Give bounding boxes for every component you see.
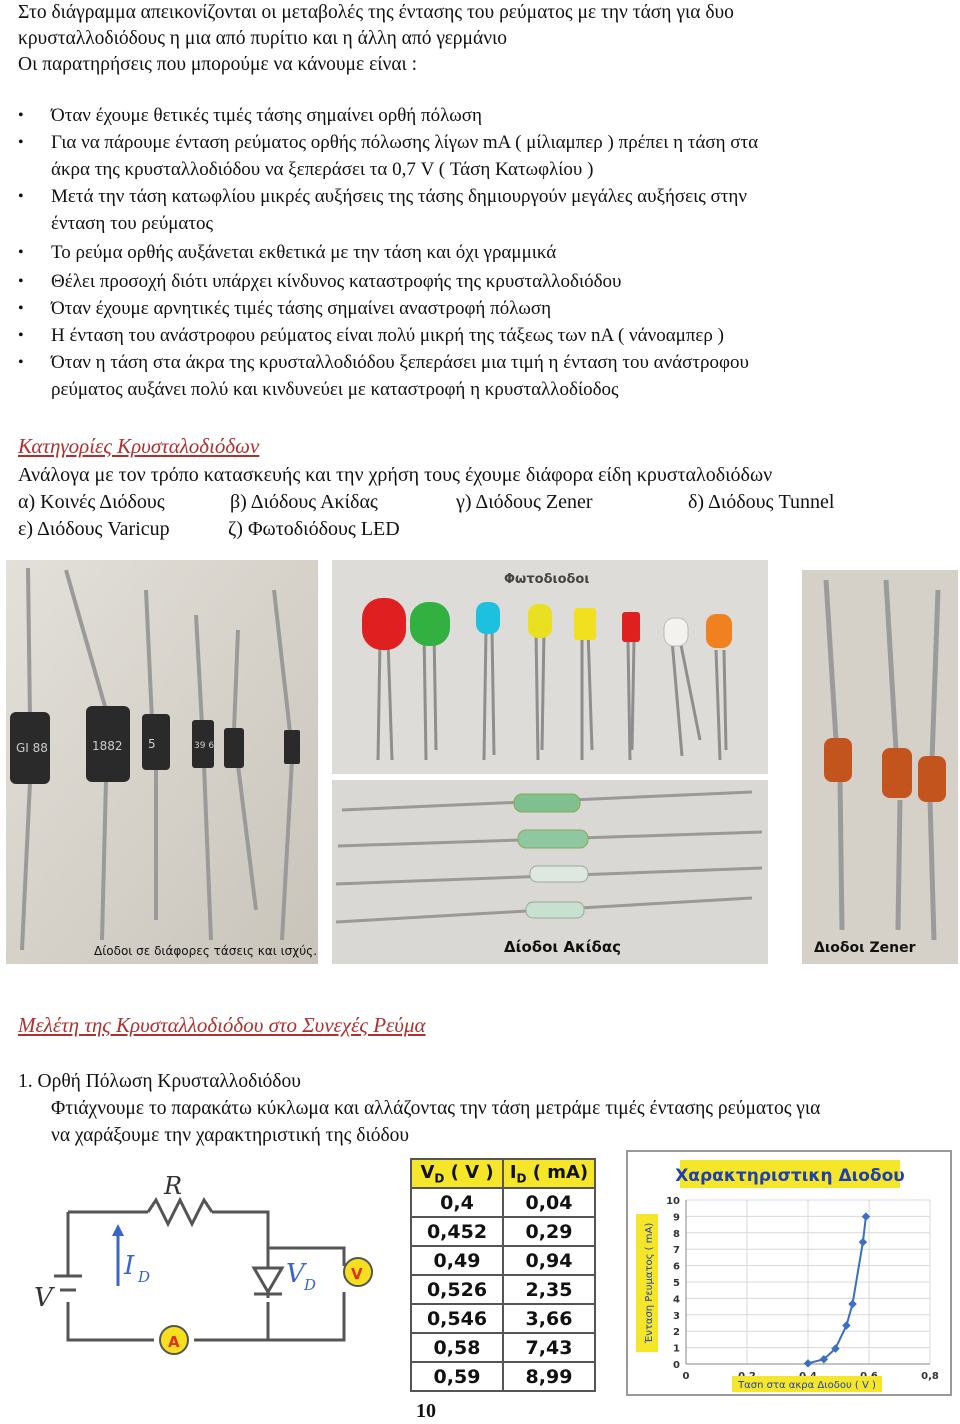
table-cell-voltage: 0,58	[411, 1333, 503, 1362]
chart-y-tick: 5	[673, 1278, 680, 1289]
table-row	[411, 1217, 595, 1246]
chart-data-point	[804, 1359, 812, 1367]
chart-ylabel: Ένταση Ρευματος ( mA)	[644, 1222, 655, 1344]
chart-title: Χαρακτηριστικη Διοδου	[675, 1166, 905, 1186]
diode-label-3: 5	[148, 737, 156, 751]
chart-data-point	[848, 1300, 856, 1308]
zener-caption: Διοδοι Zener	[814, 940, 916, 956]
zener-photo	[802, 570, 958, 964]
chart-y-tick: 6	[673, 1261, 680, 1273]
dc-study-line-2: Φτιάχνουμε το παρακάτω κύκλωμα και αλλάζοντας την τάση μετράμε τιμές έντασης ρεύματος για	[51, 1098, 821, 1119]
ammeter-label: A	[168, 1333, 180, 1351]
vd-subscript: D	[434, 1171, 445, 1186]
chart-series-line	[808, 1217, 866, 1364]
table-row	[411, 1304, 595, 1333]
bullet-8-cont: ρεύματος αυξάνει πολύ και κινδυνεύει με καταστροφή η κρυσταλλοδίοδος	[51, 379, 619, 400]
chart-xlabel: Τασn στα ακρα Διοδου ( V )	[738, 1380, 876, 1391]
category-a: α) Κοινές Διόδους	[18, 491, 165, 513]
table-header-voltage	[411, 1159, 503, 1188]
voltmeter-label: V	[351, 1265, 363, 1283]
table-cell-current: 0,29	[503, 1217, 595, 1246]
zener-image	[802, 570, 958, 964]
chart-y-tick: 9	[673, 1212, 680, 1224]
bullet-6: • Όταν έχουμε αρνητικές τιμές τάσης σημαίνει αναστροφή πόλωση	[18, 295, 758, 322]
table-cell-voltage: 0,452	[411, 1217, 503, 1246]
chart-y-tick: 1	[673, 1343, 680, 1355]
measurement-table	[410, 1158, 596, 1392]
chart-x-tick: 0	[682, 1371, 690, 1382]
intro-line-1: Στο διάγραμμα απεικονίζονται οι μεταβολές της έντασης του ρεύματος με την τάση για δυο	[18, 2, 734, 23]
vd-unit: ( V )	[444, 1161, 494, 1183]
common-diodes-image	[6, 560, 318, 964]
table-row	[411, 1362, 595, 1391]
dc-study-item-1: 1. Ορθή Πόλωση Κρυσταλλοδιόδου	[18, 1071, 301, 1092]
intro-line-3: Οι παρατηρήσεις που μπορούμε να κάνουμε είναι :	[18, 54, 418, 75]
table-cell-current: 3,66	[503, 1304, 595, 1333]
id-unit: ( mA)	[526, 1161, 589, 1183]
diode-label-4: 39 6B	[194, 741, 221, 751]
dc-study-text	[18, 1068, 820, 1149]
categories-heading: Κατηγορίες Κρυσταλοδιόδων	[18, 434, 260, 458]
chart-y-tick: 7	[673, 1245, 680, 1257]
led-image	[332, 560, 768, 774]
circuit-svg	[28, 1166, 388, 1376]
chart-y-tick: 0	[673, 1360, 680, 1371]
category-d: δ) Διόδους Tunnel	[688, 491, 835, 513]
intro-line-2: κρυσταλλοδιόδους η μια από πυρίτιο και η άλλη από γερμάνιο	[18, 28, 508, 49]
table-cell-voltage: 0,526	[411, 1275, 503, 1304]
led-caption: Φωτοδιοδοι	[504, 572, 590, 587]
bullet-1: • Όταν έχουμε θετικές τιμές τάσης σημαίνει ορθή πόλωση	[18, 102, 758, 129]
point-diodes-image	[332, 780, 768, 964]
bullet-2: • Για να πάρουμε ένταση ρεύματος ορθής πόλωσης λίγων mA ( μίλιαμπερ ) πρέπει η τάση στα	[18, 129, 758, 156]
observations-list	[18, 102, 758, 403]
table-cell-current: 8,99	[503, 1362, 595, 1391]
chart-data-point	[842, 1321, 850, 1329]
vd-label-sub: D	[304, 1276, 317, 1294]
table-header-row	[411, 1159, 595, 1188]
point-diodes-photo	[332, 780, 768, 964]
intro-paragraph	[18, 0, 734, 78]
bullet-3: • Μετά την τάση κατωφλίου μικρές αυξήσεις της τάσης δημιουργούν μεγάλες αυξήσεις στην	[18, 183, 758, 210]
bullet-4: • Το ρεύμα ορθής αυξάνεται εκθετικά με την τάση και όχι γραμμικά	[18, 239, 758, 266]
category-c: γ) Διόδους Zener	[456, 491, 593, 513]
table-row	[411, 1275, 595, 1304]
table-cell-current: 0,04	[503, 1188, 595, 1217]
page-number: 10	[416, 1400, 436, 1422]
vd-label: V	[286, 1259, 305, 1289]
common-diodes-caption: Δίοδοι σε διάφορες τάσεις και ισχύς.	[94, 944, 318, 958]
circuit-diagram	[28, 1166, 388, 1376]
characteristic-chart	[626, 1150, 952, 1396]
dc-study-line-3: να χαράξουμε την χαρακτηριστική της διόδου	[51, 1125, 410, 1146]
chart-y-tick: 3	[673, 1310, 680, 1322]
common-diodes-photo	[6, 560, 318, 964]
chart-y-tick: 8	[673, 1228, 680, 1240]
table-cell-voltage: 0,546	[411, 1304, 503, 1333]
diode-label-2: 1882	[92, 739, 123, 753]
category-z: ζ) Φωτοδιόδους LED	[228, 518, 400, 540]
source-label: V	[34, 1283, 53, 1313]
chart-svg	[628, 1152, 950, 1394]
dc-study-heading: Μελέτη της Κρυσταλλοδιόδου στο Συνεχές Ρεύμα	[18, 1013, 426, 1037]
category-e: ε) Διόδους Varicup	[18, 518, 170, 540]
vd-symbol: V	[420, 1161, 435, 1183]
current-label: I	[124, 1251, 135, 1281]
table-cell-current: 7,43	[503, 1333, 595, 1362]
table-header-current	[503, 1159, 595, 1188]
bullet-2-cont: άκρα της κρυσταλλοδιόδου να ξεπεράσει τα 0,7 V ( Τάση Κατωφλίου )	[51, 159, 594, 180]
categories-text	[18, 462, 835, 543]
bullet-5: • Θέλει προσοχή διότι υπάρχει κίνδυνος καταστροφής της κρυσταλλοδιόδου	[18, 268, 758, 295]
table-cell-voltage: 0,59	[411, 1362, 503, 1391]
chart-x-tick: 0,8	[921, 1371, 939, 1382]
table-row	[411, 1246, 595, 1275]
chart-y-tick: 4	[673, 1294, 680, 1306]
categories-row-2	[18, 516, 772, 543]
chart-data-point	[859, 1238, 867, 1246]
bullet-8: • Όταν η τάση στα άκρα της κρυσταλλοδιόδου ξεπεράσει μια τιμή η ένταση του ανάστροφου	[18, 349, 758, 376]
chart-y-tick: 10	[666, 1196, 680, 1207]
category-b: β) Διόδους Ακίδας	[230, 491, 378, 513]
resistor-label: R	[164, 1172, 183, 1200]
led-photo	[332, 560, 768, 774]
table-row	[411, 1188, 595, 1217]
chart-y-tick: 2	[673, 1327, 680, 1339]
diode-label-1: GI 88	[16, 741, 48, 755]
table-cell-current: 2,35	[503, 1275, 595, 1304]
categories-row-1	[18, 489, 835, 516]
table-row	[411, 1333, 595, 1362]
table-cell-current: 0,94	[503, 1246, 595, 1275]
table-cell-voltage: 0,49	[411, 1246, 503, 1275]
bullet-7: • Η ένταση του ανάστροφου ρεύματος είναι πολύ μικρή της τάξεως των nA ( νάνοαμπερ )	[18, 322, 758, 349]
id-symbol: I	[509, 1161, 517, 1183]
categories-intro: Ανάλογα με τον τρόπο κατασκευής και την χρήση τους έχουμε διάφορα είδη κρυσταλοδιόδων	[18, 464, 773, 486]
id-subscript: D	[516, 1171, 527, 1186]
point-diodes-caption: Δίοδοι Ακίδας	[504, 938, 622, 956]
bullet-3-cont: ένταση του ρεύματος	[51, 213, 214, 234]
table-cell-voltage: 0,4	[411, 1188, 503, 1217]
current-label-sub: D	[138, 1268, 151, 1286]
